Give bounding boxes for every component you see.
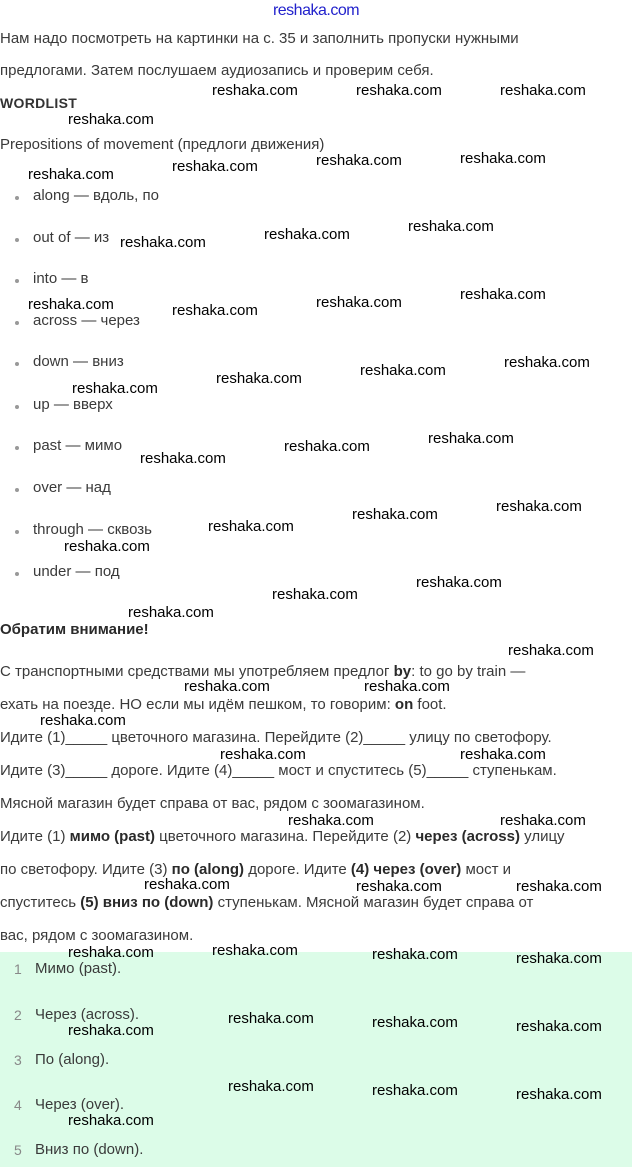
watermark-text: reshaka.com <box>460 286 546 303</box>
watermark-text: reshaka.com <box>508 642 594 659</box>
watermark-text: reshaka.com <box>220 746 306 763</box>
watermark-text: reshaka.com <box>356 878 442 895</box>
site-watermark-top-row <box>0 2 632 20</box>
solution-text: дороге. Идите <box>244 861 351 878</box>
bullet-icon <box>15 446 19 450</box>
watermark-text: reshaka.com <box>272 586 358 603</box>
watermark-text: reshaka.com <box>500 812 586 829</box>
note-bold: by <box>393 663 412 680</box>
answer-number: 1 <box>14 961 22 977</box>
watermark-text: reshaka.com <box>516 1018 602 1035</box>
watermark-text: reshaka.com <box>372 1014 458 1031</box>
watermark-text: reshaka.com <box>28 296 114 313</box>
intro-line-1: Нам надо посмотреть на картинки на с. 35 и заполнить пропуски нужными <box>0 30 519 47</box>
watermark-text: reshaka.com <box>120 234 206 251</box>
list-item-text: across — через <box>33 312 140 329</box>
answer-text: По (along). <box>35 1051 110 1068</box>
watermark-text: reshaka.com <box>212 82 298 99</box>
solution-line-3 <box>0 893 533 913</box>
solution-bold: по (along) <box>171 861 245 878</box>
watermark-text: reshaka.com <box>500 82 586 99</box>
watermark-text: reshaka.com <box>516 878 602 895</box>
answer-number: 5 <box>14 1142 22 1158</box>
watermark-text: reshaka.com <box>208 518 294 535</box>
watermark-text: reshaka.com <box>68 1112 154 1129</box>
wordlist-heading: WORDLIST <box>0 95 78 111</box>
bullet-icon <box>15 279 19 283</box>
solution-text: спуститесь <box>0 894 81 911</box>
answer-number: 2 <box>14 1007 22 1023</box>
watermark-text: reshaka.com <box>68 111 154 128</box>
watermark-text: reshaka.com <box>316 294 402 311</box>
note-text: : to go by train — <box>411 663 526 680</box>
watermark-text: reshaka.com <box>228 1078 314 1095</box>
note-text: С транспортными средствами мы употребляем предлог <box>0 663 394 680</box>
note-text: foot. <box>413 696 447 713</box>
watermark-text: reshaka.com <box>516 1086 602 1103</box>
solution-line-1 <box>0 827 565 847</box>
note-bold: on <box>394 696 414 713</box>
solution-text: улицу <box>520 828 565 845</box>
solution-text: ступенькам. Мясной магазин будет справа от <box>213 894 534 911</box>
solution-bold: (4) через (over) <box>350 861 462 878</box>
note-text: ехать на поезде. НО если мы идём пешком, то говорим: <box>0 696 395 713</box>
watermark-text: reshaka.com <box>316 152 402 169</box>
bullet-icon <box>15 405 19 409</box>
watermark-text: reshaka.com <box>28 166 114 183</box>
watermark-text: reshaka.com <box>372 946 458 963</box>
watermark-text: reshaka.com <box>408 218 494 235</box>
bullet-icon <box>15 238 19 242</box>
watermark-text: reshaka.com <box>64 538 150 555</box>
solution-text: Идите (1) <box>0 828 70 845</box>
watermark-text: reshaka.com <box>128 604 214 621</box>
list-item-text: down — вниз <box>33 353 124 370</box>
watermark-text: reshaka.com <box>372 1082 458 1099</box>
watermark-text: reshaka.com <box>172 302 258 319</box>
answer-text: Вниз по (down). <box>35 1141 144 1158</box>
note-heading: Обратим внимание! <box>0 621 149 638</box>
bullet-icon <box>15 488 19 492</box>
watermark-text: reshaka.com <box>68 944 154 961</box>
watermark-text: reshaka.com <box>40 712 126 729</box>
task-line-1: Идите (1)_____ цветочного магазина. Перейдите (2)_____ улицу по светофору. <box>0 729 552 746</box>
watermark-text: reshaka.com <box>216 370 302 387</box>
list-item-text: over — над <box>33 479 111 496</box>
list-item-text: under — под <box>33 563 120 580</box>
watermark-text: reshaka.com <box>460 746 546 763</box>
task-line-2: Идите (3)_____ дороге. Идите (4)_____ мост и спуститесь (5)_____ ступенькам. <box>0 762 557 779</box>
answer-text: Через (across). <box>35 1006 140 1023</box>
bullet-icon <box>15 196 19 200</box>
solution-text: цветочного магазина. Перейдите (2) <box>155 828 416 845</box>
watermark-text: reshaka.com <box>184 678 270 695</box>
list-item-text: into — в <box>33 270 89 287</box>
watermark-text: reshaka.com <box>460 150 546 167</box>
answer-text: Мимо (past). <box>35 960 122 977</box>
watermark-text: reshaka.com <box>284 438 370 455</box>
bullet-icon <box>15 572 19 576</box>
prepositions-heading: Prepositions of movement (предлоги движения) <box>0 136 325 153</box>
watermark-text: reshaka.com <box>360 362 446 379</box>
watermark-text: reshaka.com <box>428 430 514 447</box>
watermark-text: reshaka.com <box>352 506 438 523</box>
watermark-text: reshaka.com <box>288 812 374 829</box>
watermark-text: reshaka.com <box>144 876 230 893</box>
answer-text: Через (over). <box>35 1096 125 1113</box>
intro-line-2: предлогами. Затем послушаем аудиозапись и проверим себя. <box>0 62 434 79</box>
watermark-text: reshaka.com <box>364 678 450 695</box>
bullet-icon <box>15 321 19 325</box>
bullet-icon <box>15 362 19 366</box>
watermark-text: reshaka.com <box>68 1022 154 1039</box>
list-item-text: out of — из <box>33 229 110 246</box>
watermark-text: reshaka.com <box>72 380 158 397</box>
solution-line-2 <box>0 860 511 880</box>
solution-text: по светофору. Идите (3) <box>0 861 172 878</box>
list-item-text: along — вдоль, по <box>33 187 159 204</box>
watermark-text: reshaka.com <box>172 158 258 175</box>
watermark-text: reshaka.com <box>496 498 582 515</box>
bullet-icon <box>15 530 19 534</box>
watermark-text: reshaka.com <box>416 574 502 591</box>
list-item-text: up — вверх <box>33 396 113 413</box>
list-item-text: through — сквозь <box>33 521 152 538</box>
task-line-3: Мясной магазин будет справа от вас, рядом с зоомагазином. <box>0 795 425 812</box>
solution-line-4: вас, рядом с зоомагазином. <box>0 927 194 944</box>
watermark-text: reshaka.com <box>356 82 442 99</box>
watermark-text: reshaka.com <box>212 942 298 959</box>
solution-bold: мимо (past) <box>69 828 156 845</box>
solution-bold: через (across) <box>415 828 520 845</box>
watermark-text: reshaka.com <box>504 354 590 371</box>
site-watermark-top: reshaka.com <box>272 2 360 19</box>
answer-number: 4 <box>14 1097 22 1113</box>
solution-text: мост и <box>461 861 512 878</box>
list-item-text: past — мимо <box>33 437 123 454</box>
watermark-text: reshaka.com <box>264 226 350 243</box>
answer-number: 3 <box>14 1052 22 1068</box>
solution-bold: (5) вниз по (down) <box>80 894 214 911</box>
watermark-text: reshaka.com <box>516 950 602 967</box>
watermark-text: reshaka.com <box>228 1010 314 1027</box>
watermark-text: reshaka.com <box>140 450 226 467</box>
